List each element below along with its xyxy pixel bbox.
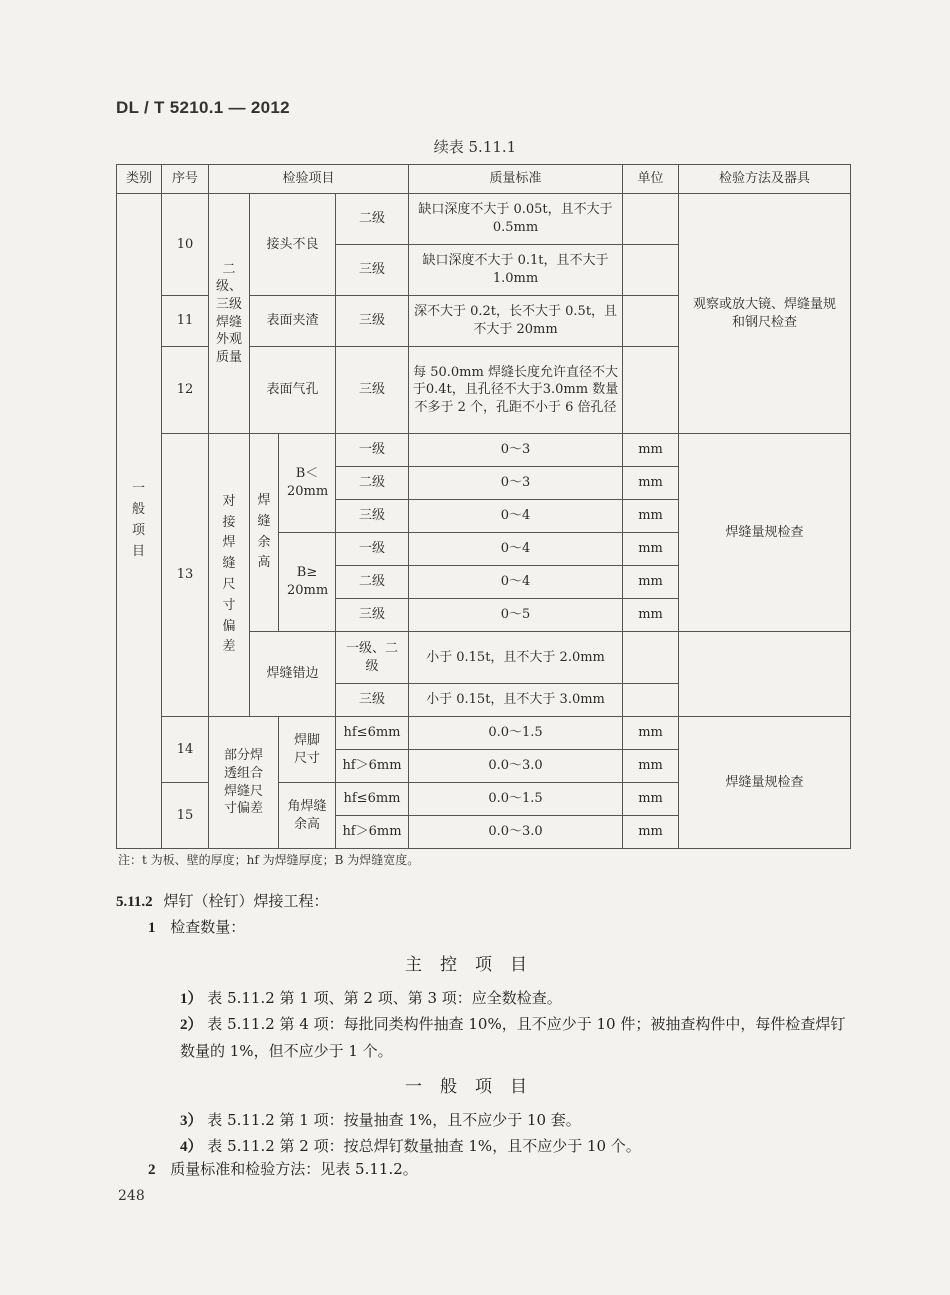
sub-cell: [250, 434, 279, 632]
sub-label: 焊缝余高: [257, 492, 271, 571]
sub-cell: [279, 717, 336, 783]
table-row: [117, 194, 851, 245]
grade-label: 一级、二级: [346, 640, 399, 674]
unit-cell: [623, 296, 679, 347]
item-cell: 表面夹渣: [250, 296, 336, 347]
section-number: 5.11.2: [116, 894, 153, 910]
page-number: 248: [118, 1188, 145, 1204]
table-caption: 续表 5.11.1: [433, 138, 517, 156]
unit-cell: [623, 245, 679, 296]
unit-cell: mm: [623, 783, 679, 816]
grade-cell: 三级: [336, 500, 409, 533]
grade-cell: 三级: [336, 684, 409, 717]
group-label: 部分焊透组合焊缝尺寸偏差: [223, 748, 263, 817]
group-cell: [209, 717, 279, 849]
grade-cell: 一级: [336, 434, 409, 467]
paragraph-1: [148, 916, 245, 937]
paragraph-text: 检查数量：: [170, 918, 246, 936]
document-code: DL / T 5210.1 — 2012: [116, 98, 290, 117]
seq-cell: 14: [162, 717, 209, 783]
method-cell: 焊缝量规检查: [679, 434, 851, 632]
grade-cell: 三级: [336, 245, 409, 296]
unit-cell: mm: [623, 566, 679, 599]
method-cell: [679, 632, 851, 717]
condition-label: B＜ 20mm: [287, 466, 329, 499]
grade-cell: 二级: [336, 467, 409, 500]
header-method: 检验方法及器具: [679, 165, 851, 194]
value-cell: 0.0～3.0: [409, 750, 623, 783]
item-cell: 表面气孔: [250, 347, 336, 434]
grade-cell: 二级: [336, 566, 409, 599]
group-label: 二级、三级焊缝外观质量: [215, 261, 242, 365]
standard-cell: 缺口深度不大于 0.1t，且不大于 1.0mm: [409, 245, 623, 296]
grade-cell: 三级: [336, 347, 409, 434]
unit-cell: mm: [623, 434, 679, 467]
unit-cell: mm: [623, 750, 679, 783]
unit-cell: [623, 194, 679, 245]
header-seq: 序号: [162, 165, 209, 194]
condition-cell: hf＞6mm: [336, 816, 409, 849]
value-cell: 0～3: [409, 467, 623, 500]
standard-cell: 缺口深度不大于 0.05t，且不大于 0.5mm: [409, 194, 623, 245]
seq-cell: 10: [162, 194, 209, 296]
standard-cell: 小于 0.15t，且不大于 2.0mm: [409, 632, 623, 684]
value-cell: 0.0～1.5: [409, 717, 623, 750]
grade-cell: 二级: [336, 194, 409, 245]
value-cell: 0～5: [409, 599, 623, 632]
grade-cell: 三级: [336, 296, 409, 347]
table-row: [117, 717, 851, 750]
list-item: [180, 985, 850, 1012]
item-number: 3）: [180, 1113, 203, 1129]
main-items-heading: 主控项目: [405, 955, 545, 975]
sub-label: 焊脚尺寸: [293, 732, 320, 766]
standard-cell: 小于 0.15t，且不大于 3.0mm: [409, 684, 623, 717]
table-header-row: [117, 165, 851, 194]
seq-cell: 11: [162, 296, 209, 347]
condition-cell: hf≤6mm: [336, 783, 409, 816]
paragraph-number: 2: [148, 1162, 156, 1178]
unit-cell: mm: [623, 467, 679, 500]
unit-cell: [623, 684, 679, 717]
value-cell: 0～4: [409, 566, 623, 599]
sub-cell: [279, 783, 336, 849]
condition-cell: [279, 533, 336, 632]
value-cell: 0～4: [409, 500, 623, 533]
list-item: [180, 1107, 850, 1134]
item-text: 表 5.11.2 第 1 项、第 2 项、第 3 项：应全数检查。: [207, 989, 562, 1007]
value-cell: 0.0～3.0: [409, 816, 623, 849]
general-items-heading: 一般项目: [405, 1077, 545, 1097]
list-item: [180, 1133, 850, 1160]
grade-cell: [336, 632, 409, 684]
unit-cell: mm: [623, 500, 679, 533]
group-cell: [209, 194, 250, 434]
unit-cell: [623, 347, 679, 434]
section-heading: [116, 890, 328, 911]
inspection-table: [116, 164, 851, 849]
item-number: 2）: [180, 1017, 203, 1033]
item-number: 1）: [180, 991, 203, 1007]
standard-cell: 每 50.0mm 焊缝长度允许直径不大于0.4t，且孔径不大于3.0mm 数量不多于 2 个，孔距不小于 6 倍孔径: [409, 347, 623, 434]
unit-cell: mm: [623, 533, 679, 566]
standard-cell: 深不大于 0.2t，长不大于 0.5t，且不大于 20mm: [409, 296, 623, 347]
unit-cell: mm: [623, 599, 679, 632]
unit-cell: [623, 632, 679, 684]
category-cell: [117, 194, 162, 849]
section-title: 焊钉（栓钉）焊接工程：: [163, 892, 329, 910]
method-cell: 焊缝量规检查: [679, 717, 851, 849]
value-cell: 0～3: [409, 434, 623, 467]
item-number: 4）: [180, 1139, 203, 1155]
grade-cell: 三级: [336, 599, 409, 632]
paragraph-2: [148, 1158, 418, 1179]
condition-label: B≥ 20mm: [287, 565, 329, 598]
header-standard: 质量标准: [409, 165, 623, 194]
category-label: 一般项目: [132, 481, 148, 559]
table-row: [117, 434, 851, 467]
item-cell: 接头不良: [250, 194, 336, 296]
paragraph-text: 质量标准和检验方法：见表 5.11.2。: [170, 1160, 418, 1178]
item-cell: 焊缝错边: [250, 632, 336, 717]
value-cell: 0～4: [409, 533, 623, 566]
seq-cell: 15: [162, 783, 209, 849]
grade-cell: 一级: [336, 533, 409, 566]
item-text: 表 5.11.2 第 4 项：每批同类构件抽查 10%，且不应少于 10 件；被抽查构件中，每件检查焊钉数量的 1%，但不应少于 1 个。: [180, 1015, 846, 1060]
table-note: 注：t 为板、壁的厚度；hf 为焊缝厚度；B 为焊缝宽度。: [118, 853, 420, 867]
paragraph-number: 1: [148, 920, 156, 936]
seq-cell: 13: [162, 434, 209, 717]
method-cell: 观察或放大镜、焊缝量规和钢尺检查: [679, 194, 851, 434]
header-category: 类别: [117, 165, 162, 194]
group-cell: [209, 434, 250, 717]
list-item: [180, 1011, 850, 1064]
header-unit: 单位: [623, 165, 679, 194]
value-cell: 0.0～1.5: [409, 783, 623, 816]
condition-cell: [279, 434, 336, 533]
sub-label: 角焊缝余高: [287, 798, 327, 832]
group-label: 对接焊缝尺寸偏差: [222, 493, 236, 655]
header-item: 检验项目: [209, 165, 409, 194]
unit-cell: mm: [623, 717, 679, 750]
unit-cell: mm: [623, 816, 679, 849]
item-text: 表 5.11.2 第 2 项：按总焊钉数量抽查 1%，且不应少于 10 个。: [207, 1137, 641, 1155]
seq-cell: 12: [162, 347, 209, 434]
item-text: 表 5.11.2 第 1 项：按量抽查 1%，且不应少于 10 套。: [207, 1111, 581, 1129]
condition-cell: hf＞6mm: [336, 750, 409, 783]
condition-cell: hf≤6mm: [336, 717, 409, 750]
